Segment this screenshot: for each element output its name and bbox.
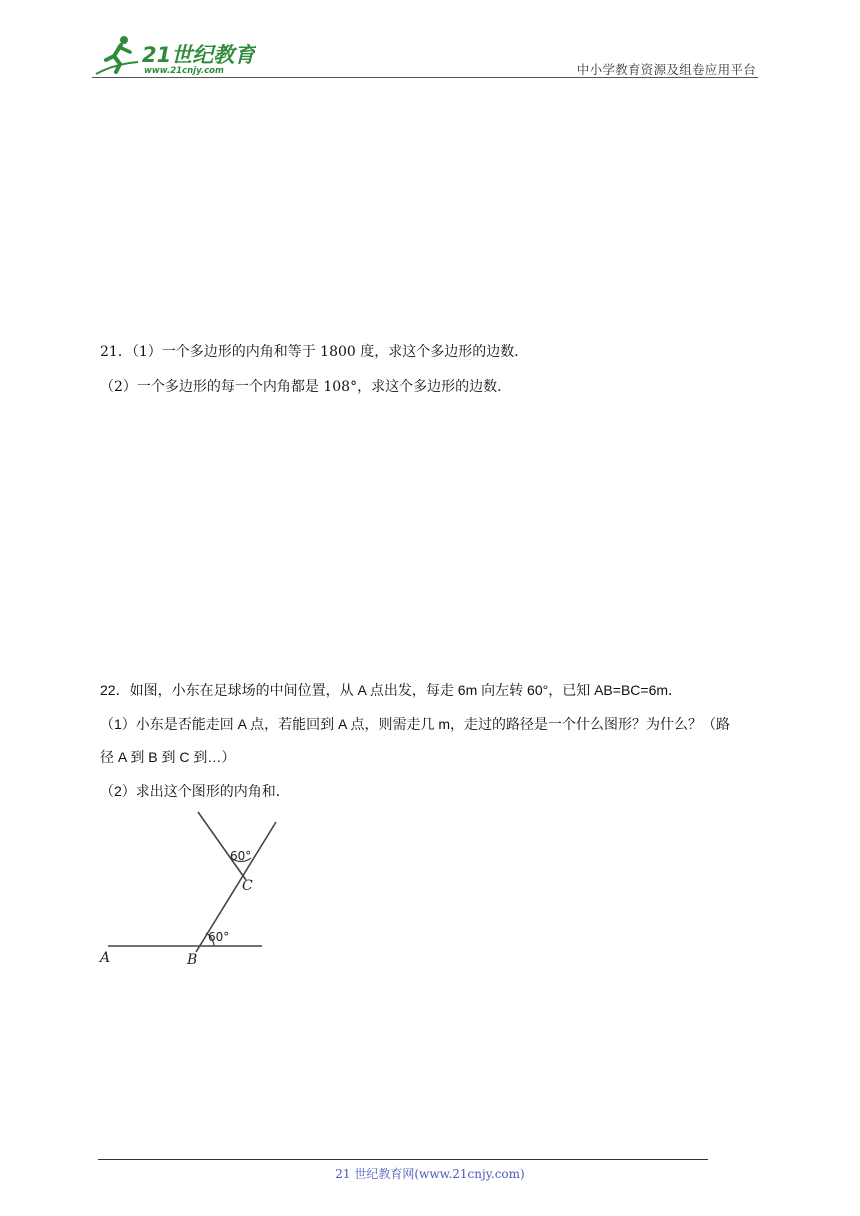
question-number: 21． <box>100 344 132 360</box>
question-22-stem <box>100 680 682 700</box>
site-logo <box>94 34 256 76</box>
point-label-b: B <box>187 952 198 968</box>
angle-label-b: 60° <box>208 930 230 944</box>
path-figure <box>96 808 282 968</box>
footer-source: 21 世纪教育网(www.21cnjy.com) <box>335 1167 525 1181</box>
question-22-part-1: （1）小东是否能走回 A 点，若能回到 A 点，则需走几 m，走过的路径是一个什么图形？为什么？（路 <box>100 716 731 732</box>
question-22-part-1-cont: 径 A 到 B 到 C 到…） <box>100 749 236 765</box>
logo-text: 21世纪教育 <box>142 43 256 67</box>
angle-label-c: 60° <box>230 849 252 863</box>
footer-divider <box>98 1159 708 1160</box>
question-21-part-1 <box>100 342 528 362</box>
point-label-c: C <box>242 878 253 894</box>
platform-name: 中小学教育资源及组卷应用平台 <box>576 62 756 77</box>
header-divider <box>92 77 758 78</box>
logo-url-text: www.21cnjy.com <box>144 66 224 76</box>
line-cd <box>198 812 246 880</box>
question-number: 22． <box>100 682 130 698</box>
question-21-part-2: （2）一个多边形的每一个内角都是 108°，求这个多边形的边数． <box>100 379 512 395</box>
question-text: 如图，小东在足球场的中间位置，从 A 点出发，每走 6m 向左转 60°，已知 AB=BC=6m． <box>129 682 683 698</box>
point-label-a: A <box>100 950 111 966</box>
question-text: （1）一个多边形的内角和等于 1800 度，求这个多边形的边数． <box>131 344 529 360</box>
runner-icon <box>96 36 138 74</box>
question-22-part-2: （2）求出这个图形的内角和． <box>100 783 290 799</box>
